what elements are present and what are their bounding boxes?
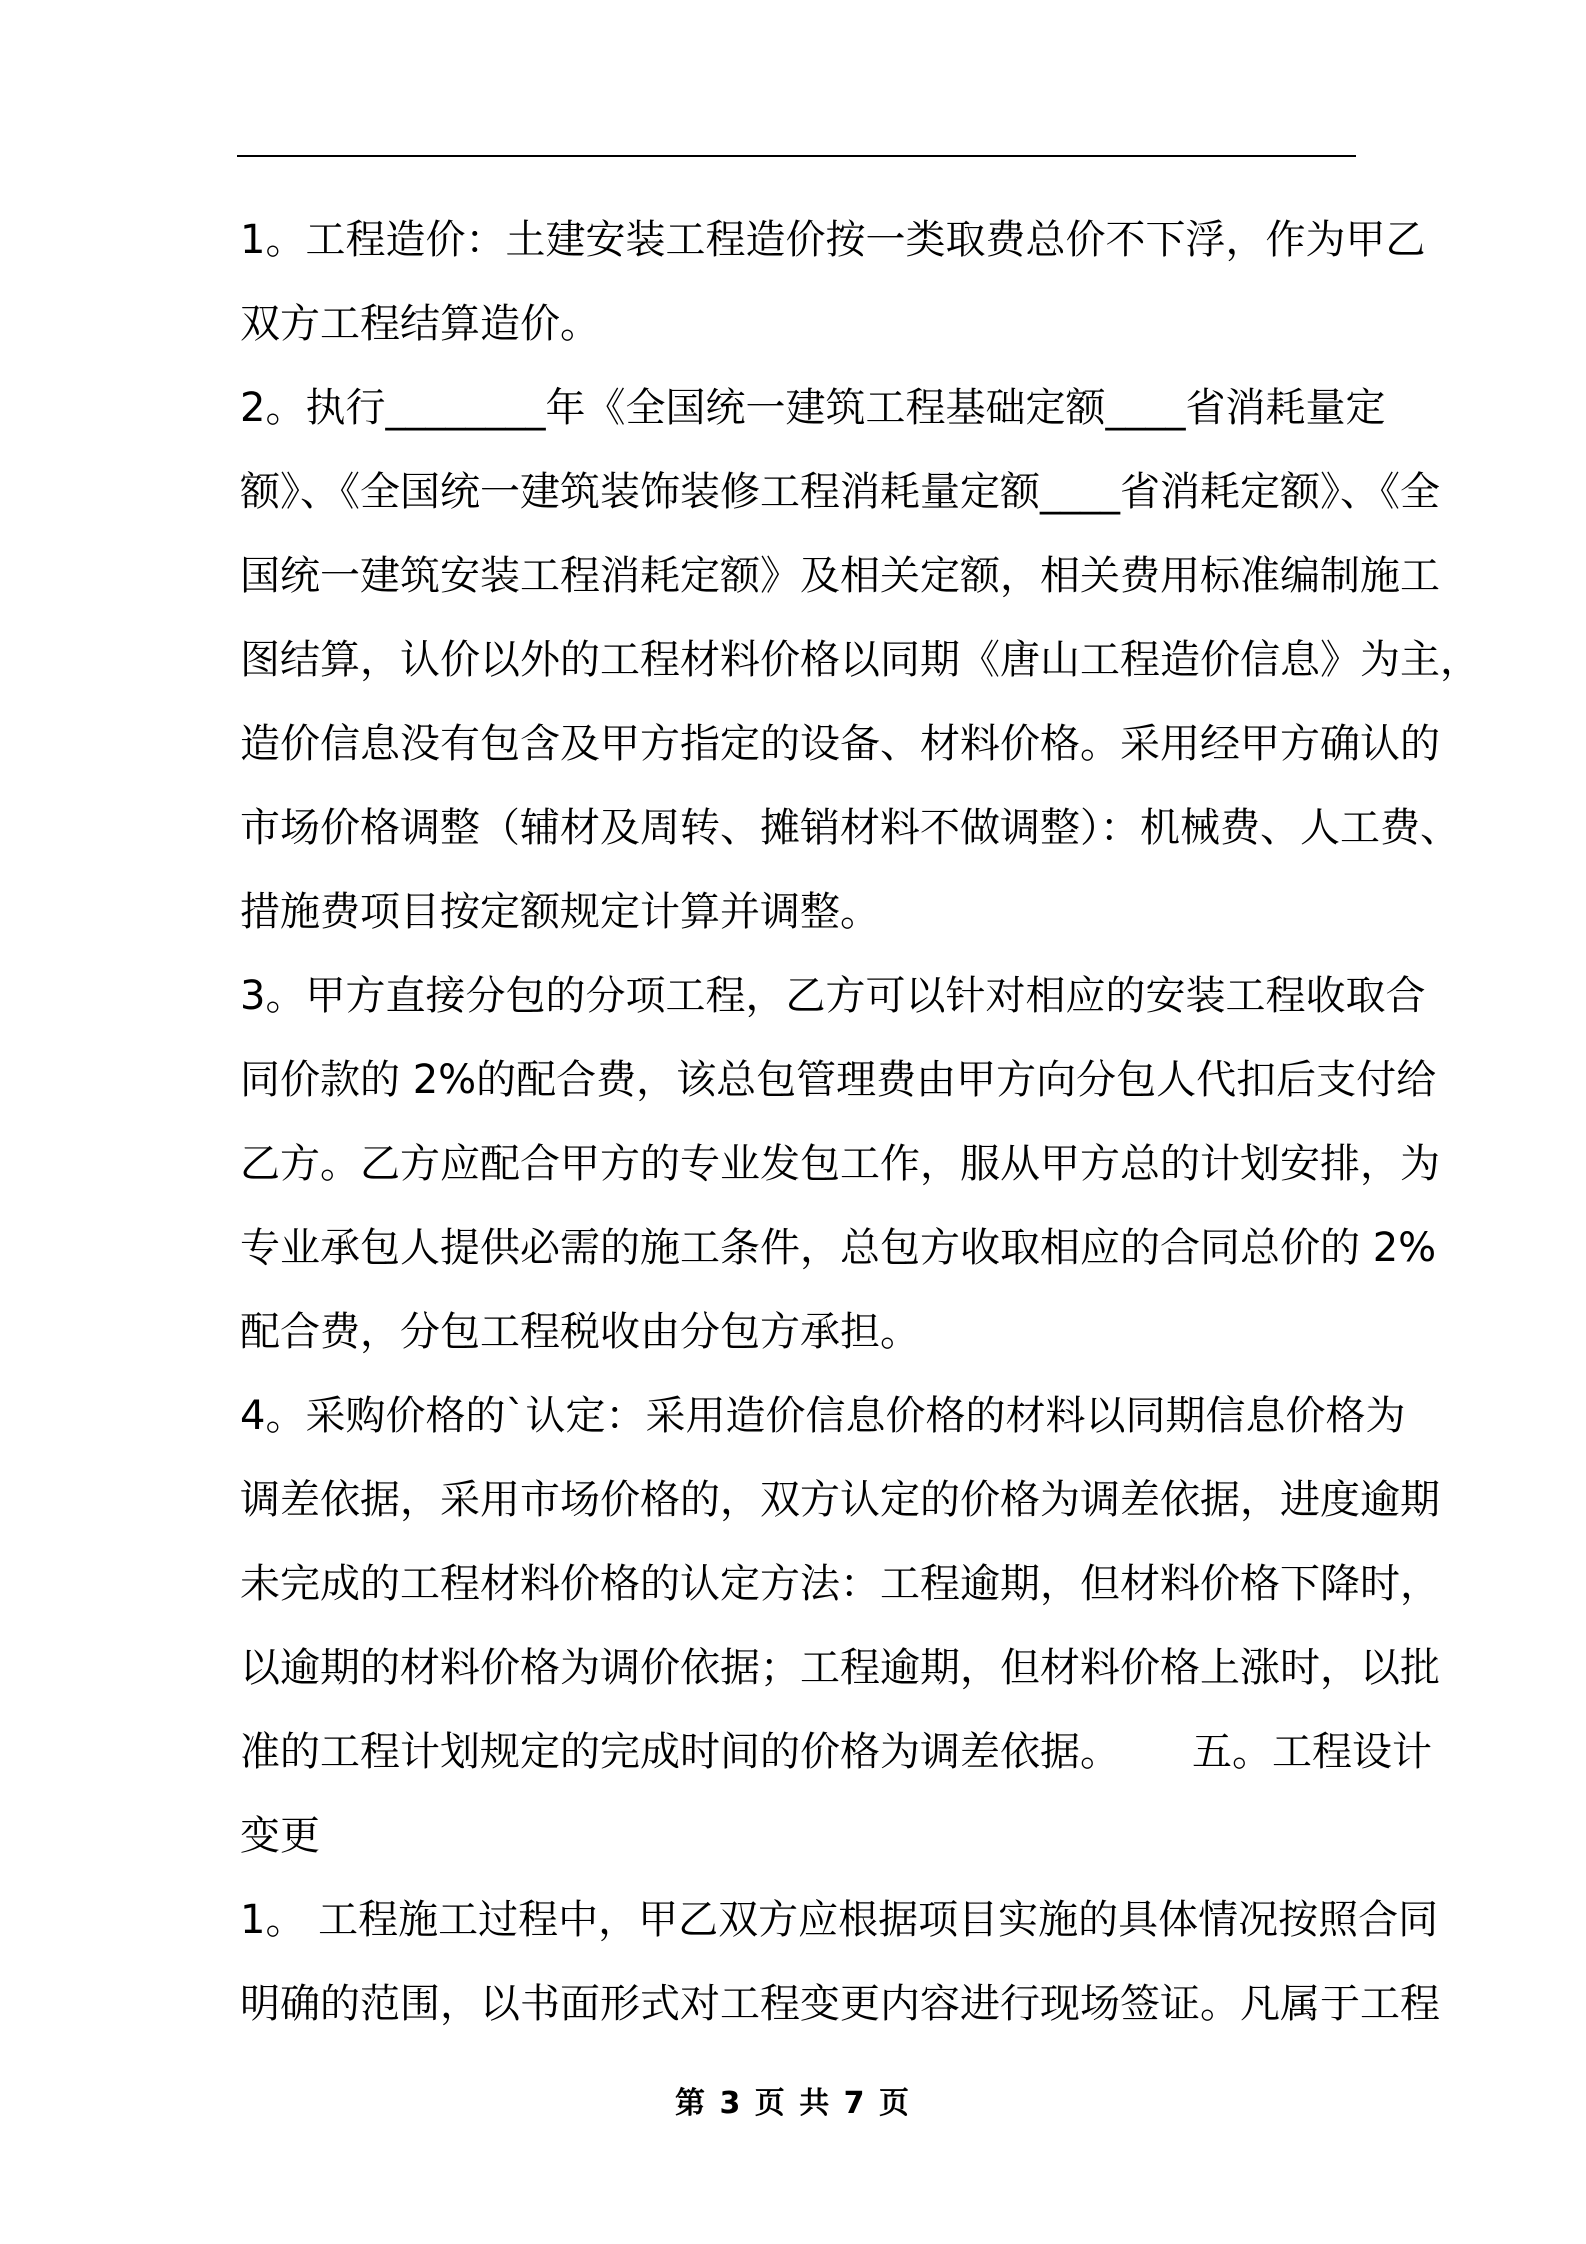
text-line: 造价信息没有包含及甲方指定的设备、材料价格。采用经甲方确认的 [240,721,1440,767]
text-line: 额》、《全国统一建筑装饰装修工程消耗量定额____省消耗定额》、《全 [240,469,1440,515]
text-line: 3。甲方直接分包的分项工程，乙方可以针对相应的安装工程收取合 [240,973,1426,1019]
section-heading: 五。工程设计 [1192,1729,1432,1775]
text-line: 4。采购价格的`认定：采用造价信息价格的材料以同期信息价格为 [240,1393,1406,1439]
header-rule [237,155,1356,157]
text-line: 1。 工程施工过程中，甲乙双方应根据项目实施的具体情况按照合同 [240,1897,1439,1943]
text-line: 双方工程结算造价。 [240,301,600,347]
text-line: 同价款的 2%的配合费，该总包管理费由甲方向分包人代扣后支付给 [240,1057,1437,1103]
page-number: 第 3 页 共 7 页 [675,2086,911,2121]
text-line: 1。工程造价：土建安装工程造价按一类取费总价不下浮，作为甲乙 [240,217,1426,263]
text-line: 乙方。乙方应配合甲方的专业发包工作，服从甲方总的计划安排，为 [240,1141,1440,1187]
text-line: 图结算，认价以外的工程材料价格以同期《唐山工程造价信息》为主， [240,637,1480,683]
text-line: 市场价格调整（辅材及周转、摊销材料不做调整）：机械费、人工费、 [240,805,1460,851]
text-line-with-heading [240,1710,1432,1794]
text-line: 2。执行________年《全国统一建筑工程基础定额____省消耗量定 [240,385,1386,431]
text-line: 国统一建筑安装工程消耗定额》及相关定额，相关费用标准编制施工 [240,553,1440,599]
text-line: 措施费项目按定额规定计算并调整。 [240,889,880,935]
text-line: 以逾期的材料价格为调价依据；工程逾期，但材料价格上涨时，以批 [240,1645,1440,1691]
text-line: 调差依据，采用市场价格的，双方认定的价格为调差依据，进度逾期 [240,1477,1440,1523]
text-line: 变更 [240,1813,320,1859]
text-line: 配合费，分包工程税收由分包方承担。 [240,1309,920,1355]
text-line: 专业承包人提供必需的施工条件，总包方收取相应的合同总价的 2% [240,1225,1437,1271]
text-line: 明确的范围，以书面形式对工程变更内容进行现场签证。凡属于工程 [240,1981,1440,2027]
document-body [240,198,1480,2046]
text-segment: 准的工程计划规定的完成时间的价格为调差依据。 [240,1729,1120,1775]
text-line: 未完成的工程材料价格的认定方法：工程逾期，但材料价格下降时， [240,1561,1440,1607]
